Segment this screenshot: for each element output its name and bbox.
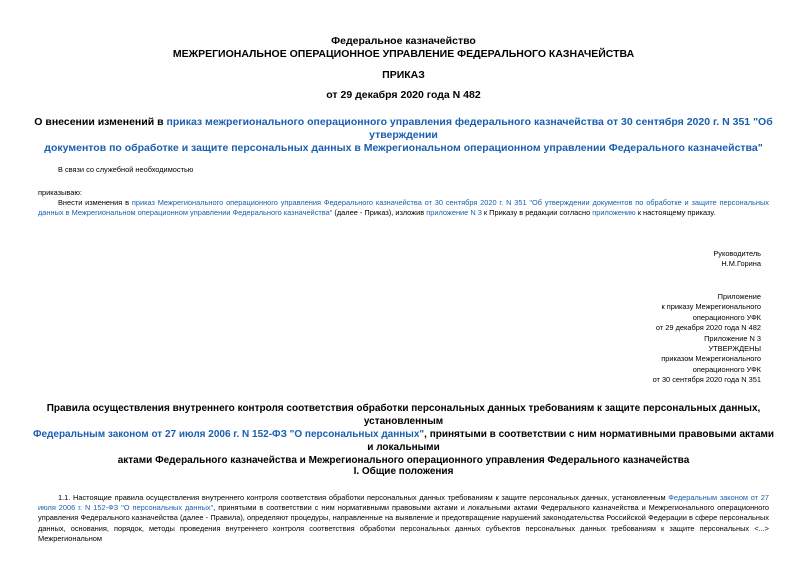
appendix-3-link[interactable]: приложение N 3 [426,208,482,218]
section-title: I. Общие положения [353,466,454,477]
doc-type: ПРИКАЗ [382,69,425,81]
appendix-line: приказом Межрегионального [661,354,761,364]
rules-title-line2 [30,428,777,454]
federal-law-link[interactable]: Федеральным законом от 27 июля 2006 г. N 152-ФЗ "О персональных данных" [32,429,425,440]
order-paragraph [38,198,769,218]
p1-start: Внести изменения в [58,198,132,207]
appendix-line: операционного УФК [692,312,761,322]
signature-name: Н.М.Горина [721,259,761,269]
doc-subject [0,116,807,155]
section-law-link[interactable]: Федеральным законом от 27 июля 2006 г. N 152-ФЗ "О персональных данных" [38,493,769,513]
reason-text: В связи со служебной необходимостью [58,165,194,174]
appendix-block [653,292,761,386]
section-p-rest: , принятыми в соответствии с ним нормативными правовыми актами и локальными актами Федерального казначейства и Межрегионального операционного управления Федерального казначейства (далее - Правила), определяют процедуры, направленные на выявление и предотвращение нарушений законодательства Российской Федерации в сфере персональных данных, основания, порядок, методы проведения внутреннего контроля соответствия обработки персональных данных субъектов персональных данных требованиям к защите персональных <...> Межрегиональном [38,503,770,543]
subject-link[interactable]: приказ межрегионального операционного управления федерального казначейства от 30 сентября 2020 г. N 351 "Об утверждении [166,116,773,141]
rules-title-line3: актами Федерального казначейства и Межрегионального операционного управления Федерального казначейства [117,455,690,466]
appendix-link[interactable]: приложению [592,208,636,218]
section-p-start: 1.1. Настоящие правила осуществления внутреннего контроля соответствия обработки персональных данных требованиям к защите персональных данных, установленным [58,493,669,502]
appendix-line: от 29 декабря 2020 года N 482 [655,323,761,333]
doc-date: от 29 декабря 2020 года N 482 [326,89,481,101]
appendix-line: от 30 сентября 2020 года N 351 [652,375,761,385]
p1-mid: (далее - Приказ), изложив [332,208,427,218]
appendix-line: Приложение N 3 [704,333,761,343]
appendix-line: УТВЕРЖДЕНЫ [708,344,761,354]
appendix-line: Приложение [717,292,761,301]
p1-mid2: к Приказу в редакции согласно [481,208,593,218]
rules-title [30,402,777,467]
order-word: приказываю: [38,188,82,197]
subject-prefix: О внесении изменений в [34,116,167,128]
signature-block [713,249,761,270]
appendix-line: к приказу Межрегионального [661,302,761,312]
signature-role: Руководитель [713,249,761,258]
appendix-line: операционного УФК [692,364,761,374]
section-paragraph [38,493,769,544]
rules-title-line2-end: , принятыми в соответствии с ним нормативными правовыми актами и локальными [367,429,775,453]
p1-link[interactable]: приказ Межрегионального операционного управления Федерального казначейства от 30 сентября 2020 г. N 351 "Об утверждении документов по обработке и защите персональных данных в [38,198,769,218]
p1-end: к настоящему приказу. [635,208,716,218]
rules-title-line1: Правила осуществления внутреннего контроля соответствия обработки персональных данных требованиям к защите персональных данных, установленным [46,403,761,427]
p1-link-cont[interactable]: Межрегиональном операционном управлении Федерального казначейства" [71,208,333,218]
header-division: МЕЖРЕГИОНАЛЬНОЕ ОПЕРАЦИОННОЕ УПРАВЛЕНИЕ ФЕДЕРАЛЬНОГО КАЗНАЧЕЙСТВА [172,48,635,60]
subject-link-cont[interactable]: документов по обработке и защите персональных данных в Межрегиональном операционном управлении Федерального казначейства" [44,142,763,154]
header-org: Федеральное казначейство [331,35,476,47]
